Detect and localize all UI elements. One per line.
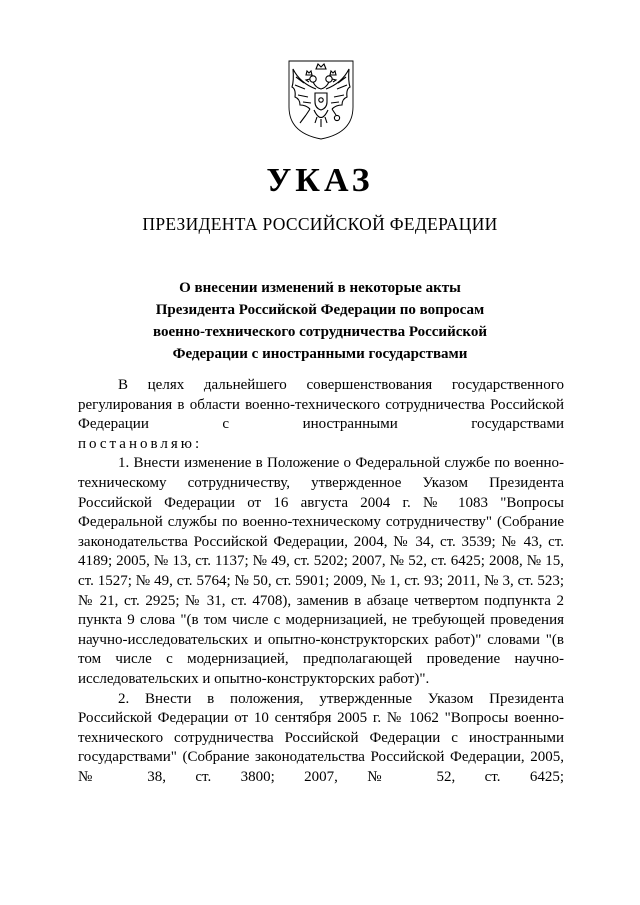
heading-line: О внесении изменений в некоторые акты (179, 280, 461, 296)
preamble-paragraph: В целях дальнейшего совершенствования государственного регулирования в области военно-технического сотрудничества Российской Федерации с иностранными государствами (78, 377, 564, 433)
document-subtitle: ПРЕЗИДЕНТА РОССИЙСКОЙ ФЕДЕРАЦИИ (142, 214, 498, 234)
heading-line: военно-технического сотрудничества Российской (153, 324, 487, 340)
decree-word: постановляю: (78, 435, 203, 452)
decree-body (78, 376, 564, 787)
decree-paragraph-1: 1. Внести изменение в Положение о Федеральной службе по военно-техническому сотрудничеству, утвержденное Указом Президента Российской Федерации от 16 августа 2004 г. № 1083 "Вопросы Федеральной службы по военно-техническому сотрудничеству" (Собрание законодательства Российской Федерации, 2004, № 34, ст. 3539; № 43, ст. 4189; 2005, № 13, ст. 1137; № 49, ст. 5202; 2007, № 52, ст. 6425; 2008, № 15, ст. 1527; № 49, ст. 5764; № 50, ст. 5901; 2009, № 1, ст. 93; 2011, № 3, ст. 523; № 21, ст. 2925; № 31, ст. 4708), заменив в абзаце четвертом подпункта 2 пункта 9 слова "(в том числе с модернизацией, не требующей проведения научно-исследовательских и опытно-конструкторских работ)" словами "(в том числе с модернизацией, предполагающей проведение научно-исследовательских и опытно-конструкторских работ)". (78, 455, 564, 687)
decree-paragraph-2: 2. Внести в положения, утвержденные Указом Президента Российской Федерации от 10 сентября 2005 г. № 1062 "Вопросы военно-технического сотрудничества Российской Федерации с иностранными государствами" (Собрание законодательства Российской Федерации, 2005, № 38, ст. 3800; 2007, № 52, ст. 6425; (78, 690, 564, 785)
coat-of-arms-icon (286, 55, 356, 141)
decree-heading (120, 277, 520, 365)
document-title: УКАЗ (266, 162, 374, 199)
heading-line: Федерации с иностранными государствами (172, 346, 468, 362)
heading-line: Президента Российской Федерации по вопросам (155, 302, 485, 318)
